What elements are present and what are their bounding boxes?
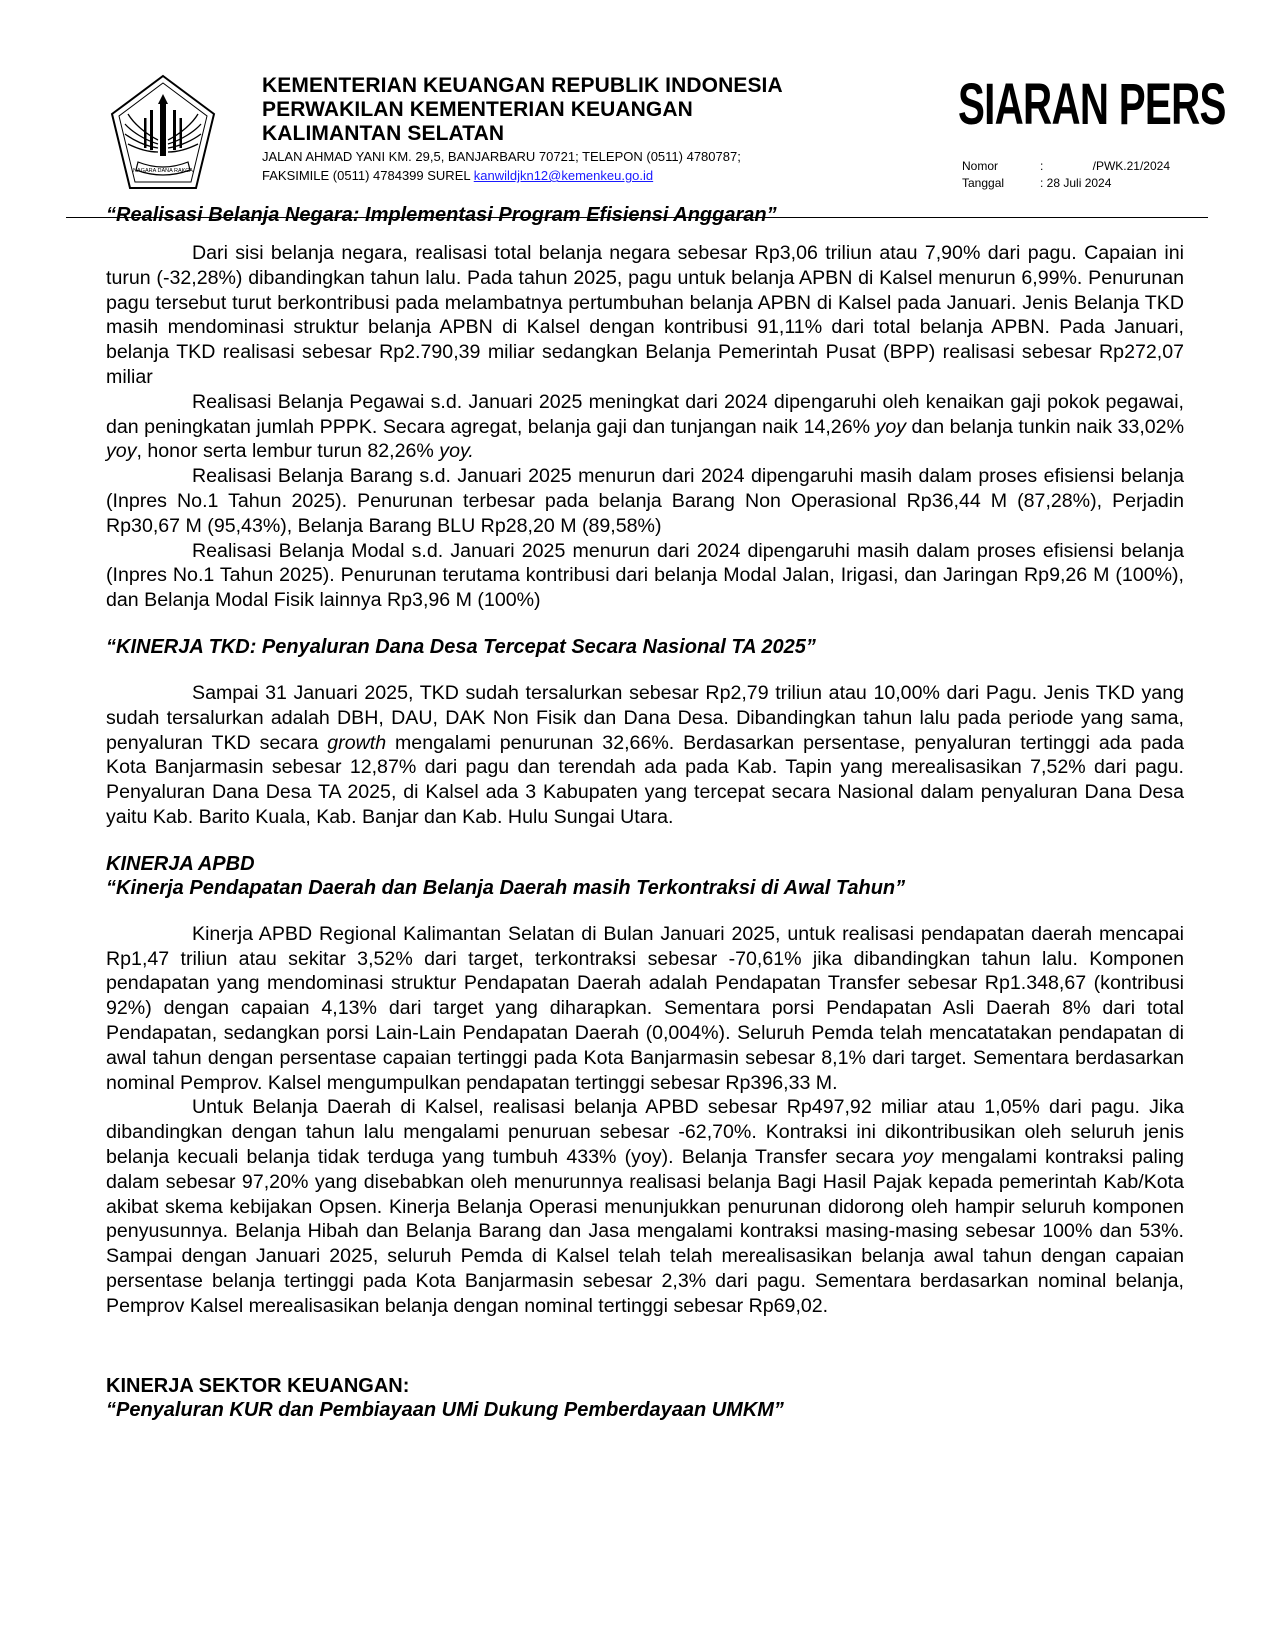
italic-run: yoy <box>875 415 907 438</box>
tkd-section-title: “KINERJA TKD: Penyaluran Dana Desa Tercepat Secara Nasional TA 2025” <box>106 635 816 658</box>
kemenkeu-logo <box>108 74 218 192</box>
belanja-paragraph-1: Dari sisi belanja negara, realisasi total belanja negara sebesar Rp3,06 triliun atau 7,90% dari pagu. Capaian ini turun (-32,28%) dibandingkan tahun lalu. Pada tahun 2025, pagu untuk belanja APBN di Kalsel menurun 6,99%. Penurunan pagu tersebut turut berkontribusi pada melambatnya pertumbuhan belanja APBN di Kalsel pada Januari. Jenis Belanja TKD masih mendominasi struktur belanja APBN di Kalsel dengan kontribusi 91,11% dari total belanja APBN. Pada Januari, belanja TKD realisasi sebesar Rp2.790,39 miliar sedangkan Belanja Pemerintah Pusat (BPP) realisasi sebesar Rp272,07 miliar <box>106 242 1184 388</box>
nomor-row <box>962 158 1170 175</box>
text-run: Realisasi Belanja Pegawai s.d. Januari 2025 meningkat dari 2024 dipengaruhi oleh kenaikan gaji pokok pegawai, dan peningkatan jumlah PPPK. Secara agregat, belanja gaji dan tunjangan naik 14,26% <box>106 390 1184 438</box>
address-line-1: JALAN AHMAD YANI KM. 29,5, BANJARBARU 70721; TELEPON (0511) 4780787; <box>262 149 741 164</box>
press-release-body <box>106 203 1184 1422</box>
text-run: , honor serta lembur turun 82,26% <box>136 440 440 463</box>
apbd-section-heading: KINERJA APBD <box>106 852 255 875</box>
logo-emblem <box>108 74 218 192</box>
siaran-pers-title: SIARAN PERS <box>958 70 1226 137</box>
address-line-2 <box>262 167 882 184</box>
belanja-paragraph-3: Realisasi Belanja Barang s.d. Januari 2025 menurun dari 2024 dipengaruhi masih dalam proses efisiensi belanja (Inpres No.1 Tahun 2025). Penurunan terbesar pada belanja Barang Non Operasional Rp36,44 M (87,28%), Perjadin Rp30,67 M (95,43%), Belanja Barang BLU Rp28,20 M (89,58%) <box>106 465 1184 537</box>
organization-block <box>262 74 882 184</box>
apbd-paragraph-1: Kinerja APBD Regional Kalimantan Selatan di Bulan Januari 2025, untuk realisasi pendapatan daerah mencapai Rp1,47 triliun atau sekitar 3,52% dari target, terkontraksi sebesar -70,61% jika dibandingkan tahun lalu. Komponen pendapatan yang mendominasi struktur Pendapatan Daerah adalah Pendapatan Transfer sebesar Rp1.348,67 (kontribusi 92%) dengan capaian 4,13% dari target yang diharapkan. Sementara porsi Pendapatan Asli Daerah 8% dari total Pendapatan, sedangkan porsi Lain-Lain Pendapatan Daerah (0,004%). Seluruh Pemda telah mencatatakan pendapatan di awal tahun dengan persentase capaian tertinggi pada Kota Banjarmasin sebesar 8,1% dari target. Sementara berdasarkan nominal Pemprov. Kalsel mengumpulkan pendapatan tertinggi sebesar Rp396,33 M. <box>106 922 1184 1094</box>
tanggal-value: : 28 Juli 2024 <box>1040 176 1112 190</box>
email-link[interactable]: kanwildjkn12@kemenkeu.go.id <box>473 168 654 183</box>
nomor-label: Nomor <box>962 159 999 173</box>
text-run: Untuk Belanja Daerah di Kalsel, realisasi belanja APBD sebesar Rp497,92 miliar atau 1,05% dari pagu. Jika dibandingkan dengan tahun lalu mengalami penuruan sebesar -62,70%. Kontraksi ini dikontribusikan oleh seluruh jenis belanja kecuali belanja tidak terduga yang tumbuh 433% (yoy). Belanja Transfer secara <box>106 1096 1184 1168</box>
belanja-section-title: “Realisasi Belanja Negara: Implementasi Program Efisiensi Anggaran” <box>106 204 777 226</box>
tanggal-label: Tanggal <box>962 176 1005 190</box>
apbd-paragraph-2 <box>106 1095 1184 1318</box>
belanja-paragraph-4: Realisasi Belanja Modal s.d. Januari 2025 menurun dari 2024 dipengaruhi masih dalam proses efisiensi belanja (Inpres No.1 Tahun 2025). Penurunan terutama kontribusi dari belanja Modal Jalan, Irigasi, dan Jaringan Rp9,26 M (100%), dan Belanja Modal Fisik lainnya Rp3,96 M (100%) <box>106 539 1184 612</box>
belanja-paragraph-2 <box>106 390 1184 464</box>
org-name-line-2: PERWAKILAN KEMENTERIAN KEUANGAN <box>262 98 693 121</box>
document-meta <box>962 158 1170 192</box>
tanggal-row <box>962 175 1170 192</box>
nomor-value: /PWK.21/2024 <box>1092 159 1170 173</box>
italic-run: yoy. <box>439 440 474 463</box>
keuangan-section-title: “Penyaluran KUR dan Pembiayaan UMi Dukung Pemberdayaan UMKM” <box>106 1399 784 1422</box>
text-run: mengalami penurunan 32,66%. Berdasarkan persentase, penyaluran tertinggi ada pada Kota Banjarmasin sebesar 12,87% dari pagu dan terendah ada pada Kab. Tapin yang merealisasikan 7,52% dari pagu. Penyaluran Dana Desa TA 2025, di Kalsel ada 3 Kabupaten yang tercepat secara Nasional dalam penyaluran Dana Desa yaitu Kab. Barito Kuala, Kab. Banjar dan Kab. Hulu Sungai Utara. <box>106 731 1184 828</box>
text-run: mengalami kontraksi paling dalam sebesar 97,20% yang disebabkan oleh menurunnya realisasi belanja Bagi Hasil Pajak kepada pemerintah Kab/Kota akibat skema kebijakan Opsen. Kinerja Belanja Operasi menunjukkan penurunan didorong oleh hampir seluruh komponen penyusunnya. Belanja Hibah dan Belanja Barang dan Jasa mengalami kontraksi masing-masing sebesar 100% dan 53%. Sampai dengan Januari 2025, seluruh Pemda di Kalsel telah telah merealisasikan belanja awal tahun dengan capaian persentase belanja tertinggi pada Kota Banjarmasin sebesar 2,3% dari pagu. Sementara berdasarkan nominal belanja, Pemprov Kalsel merealisasikan belanja dengan nominal tertinggi sebesar Rp69,02. <box>106 1145 1184 1317</box>
org-name-line-3: KALIMANTAN SELATAN <box>262 122 505 145</box>
tkd-paragraph-1 <box>106 681 1184 830</box>
text-run: dan belanja tunkin naik 33,02% <box>906 415 1184 438</box>
italic-run: growth <box>327 731 387 754</box>
org-name-line-1: KEMENTERIAN KEUANGAN REPUBLIK INDONESIA <box>262 74 783 97</box>
italic-run: yoy <box>902 1145 933 1168</box>
text-run: Sampai 31 Januari 2025, TKD sudah tersalurkan sebesar Rp2,79 triliun atau 10,00% dari Pagu. Jenis TKD yang sudah tersalurkan adalah DBH, DAU, DAK Non Fisik dan Dana Desa. Dibandingkan tahun lalu pada periode yang sama, penyaluran TKD secara <box>106 681 1184 754</box>
keuangan-section-heading: KINERJA SEKTOR KEUANGAN: <box>106 1375 410 1398</box>
logo-ribbon-text: NAGARA DANA RAKCA <box>133 168 193 174</box>
italic-run: yoy <box>106 440 137 463</box>
fax-text: FAKSIMILE (0511) 4784399 SUREL <box>262 168 474 183</box>
nomor-colon: : <box>1040 159 1044 173</box>
apbd-section-title: “Kinerja Pendapatan Daerah dan Belanja Daerah masih Terkontraksi di Awal Tahun” <box>106 876 906 899</box>
